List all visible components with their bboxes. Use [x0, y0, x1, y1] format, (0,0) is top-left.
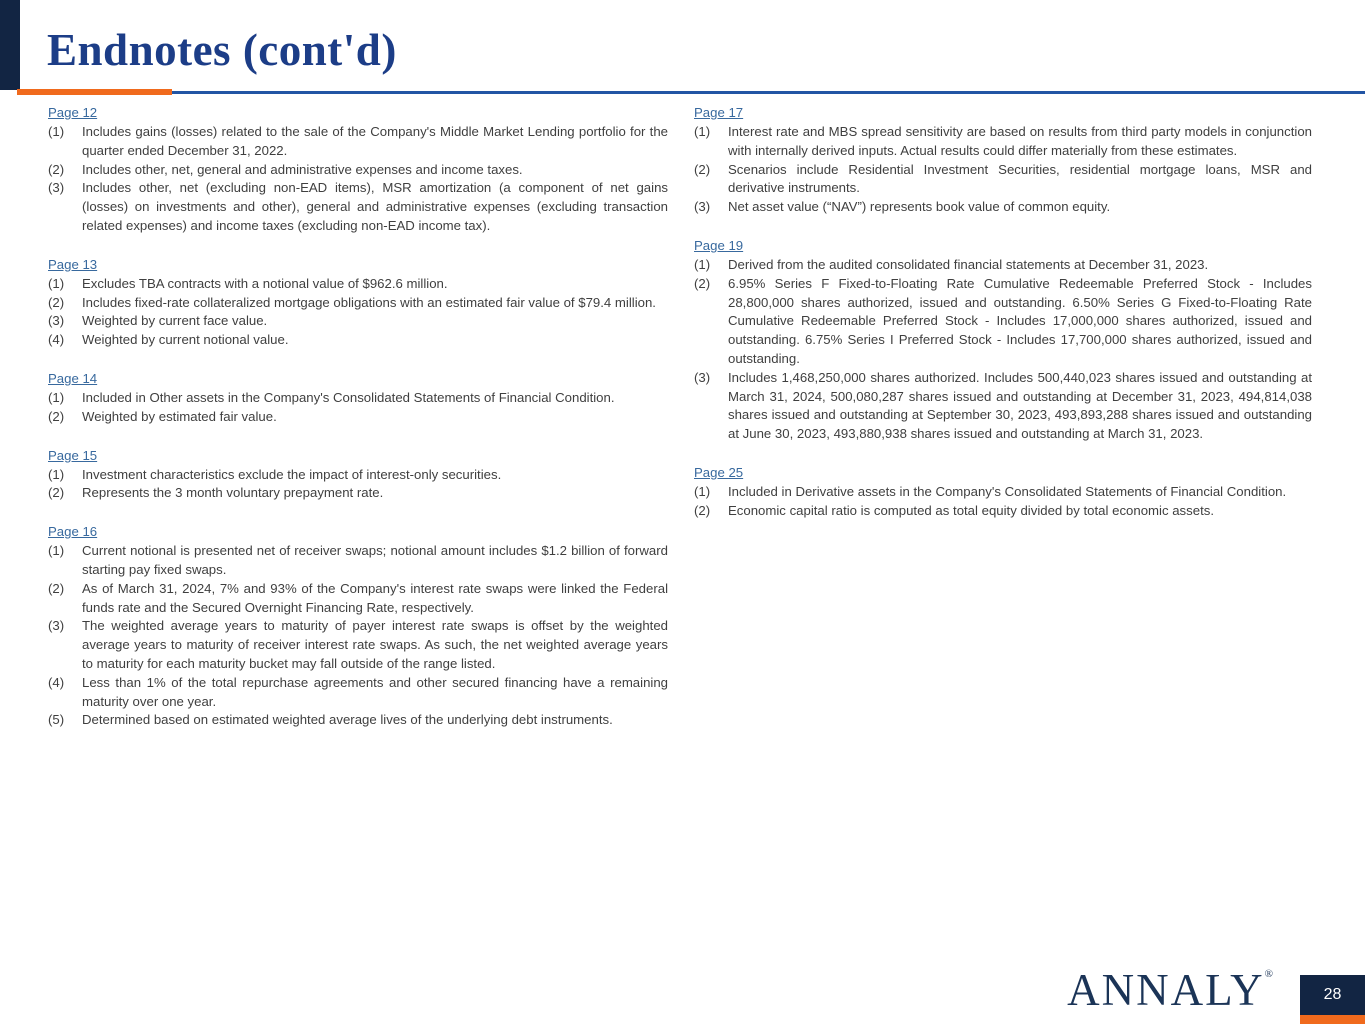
endnote-item	[694, 483, 1312, 502]
endnote-text: Includes other, net (excluding non-EAD items), MSR amortization (a component of net gains (losses) on investments and other), general and administrative expenses (excluding transaction related expenses) and income taxes (excluding non-EAD income tax).	[82, 180, 668, 233]
endnote-text: Represents the 3 month voluntary prepayment rate.	[82, 485, 384, 501]
page-number: 28	[1323, 986, 1342, 1003]
endnote-item	[694, 161, 1312, 199]
endnote-text: Includes other, net, general and administrative expenses and income taxes.	[82, 161, 523, 177]
endnote-item	[694, 198, 1312, 217]
endnote-text: Interest rate and MBS spread sensitivity are based on results from third party models in conjunction with internally derived inputs. Actual results could differ materially from these estimates.	[728, 124, 1312, 158]
endnote-number: (2)	[694, 275, 711, 291]
endnote-item	[48, 674, 668, 712]
page-number-accent-bar	[1300, 1015, 1365, 1024]
endnote-text: Includes 1,468,250,000 shares authorized. Includes 500,440,023 shares issued and outstanding at March 31, 2024, 500,080,287 shares issued and outstanding at December 31, 2023, 494,814,038 shares issued and outstanding at September 30, 2023, 493,893,288 shares issued and outstanding at June 30, 2023, 493,880,938 shares issued and outstanding at March 31, 2023.	[728, 369, 1312, 442]
endnote-item	[694, 502, 1312, 521]
page-link-page-16[interactable]: Page 16	[48, 524, 98, 540]
endnote-number: (2)	[694, 502, 711, 518]
page-link-page-19[interactable]: Page 19	[694, 237, 744, 253]
endnote-number: (2)	[48, 294, 65, 310]
endnote-number: (3)	[48, 180, 65, 196]
endnote-text: Economic capital ratio is computed as total equity divided by total economic assets.	[728, 502, 1214, 518]
endnote-text: Includes gains (losses) related to the sale of the Company's Middle Market Lending portfolio for the quarter ended December 31, 2022.	[82, 124, 668, 158]
endnote-text: Weighted by current face value.	[82, 313, 268, 329]
endnote-text: Less than 1% of the total repurchase agreements and other secured financing have a remaining maturity over one year.	[82, 674, 668, 709]
endnote-number: (5)	[48, 712, 65, 728]
endnote-number: (2)	[694, 161, 711, 177]
endnote-text: Includes fixed-rate collateralized mortgage obligations with an estimated fair value of $79.4 million.	[82, 294, 656, 310]
endnote-item	[48, 408, 668, 427]
endnote-number: (3)	[48, 313, 65, 329]
endnote-section-page-13	[48, 255, 668, 350]
endnotes-column-left	[48, 103, 668, 749]
endnote-number: (3)	[48, 618, 65, 634]
endnote-number: (1)	[48, 124, 65, 139]
endnote-item	[694, 256, 1312, 275]
endnote-section-page-17	[694, 103, 1312, 217]
endnote-number: (3)	[694, 369, 711, 385]
endnote-text: Weighted by current notional value.	[82, 332, 289, 348]
endnote-item	[48, 484, 668, 503]
endnote-number: (3)	[694, 199, 711, 215]
registered-trademark-mark: ®	[1264, 968, 1273, 980]
page-link-page-25[interactable]: Page 25	[694, 464, 744, 480]
page-number-box	[1300, 975, 1365, 1015]
endnote-text: Included in Derivative assets in the Company's Consolidated Statements of Financial Condition.	[728, 483, 1287, 499]
endnote-text: Included in Other assets in the Company's Consolidated Statements of Financial Condition.	[82, 389, 615, 405]
endnote-number: (1)	[48, 543, 65, 559]
endnote-number: (4)	[48, 332, 65, 348]
endnote-item	[694, 123, 1312, 161]
endnotes-body	[48, 103, 1312, 749]
endnote-text: Net asset value (“NAV”) represents book value of common equity.	[728, 199, 1111, 215]
endnote-text: Weighted by estimated fair value.	[82, 408, 277, 424]
endnote-section-page-14	[48, 369, 668, 427]
endnote-item	[48, 161, 668, 180]
endnote-item	[48, 331, 668, 350]
endnote-item	[48, 389, 668, 408]
endnote-number: (2)	[48, 580, 65, 596]
endnote-number: (1)	[694, 256, 711, 272]
header-rule-orange	[17, 89, 172, 95]
endnote-section-page-12	[48, 103, 668, 236]
endnote-item	[48, 466, 668, 485]
endnote-item	[694, 369, 1312, 444]
endnote-number: (1)	[48, 389, 65, 405]
endnote-number: (1)	[694, 124, 711, 139]
endnote-section-page-16	[48, 522, 668, 730]
endnote-number: (1)	[48, 466, 65, 482]
endnote-section-page-15	[48, 446, 668, 504]
endnote-section-page-25	[694, 463, 1312, 521]
endnote-number: (4)	[48, 674, 65, 690]
annaly-logo	[1067, 952, 1273, 1013]
endnote-number: (2)	[48, 161, 65, 177]
endnotes-column-right	[694, 103, 1312, 749]
endnote-item	[48, 275, 668, 294]
endnote-number: (2)	[48, 408, 65, 424]
endnote-section-page-19	[694, 236, 1312, 444]
page-link-page-12[interactable]: Page 12	[48, 105, 98, 120]
endnote-text: The weighted average years to maturity of payer interest rate swaps is offset by the weighted average years to maturity of receiver interest rate swaps. As such, the net weighted average years to maturity for each maturity bucket may fall outside of the range listed.	[82, 618, 668, 671]
endnote-text: Determined based on estimated weighted average lives of the underlying debt instruments.	[82, 712, 613, 728]
endnote-text: Derived from the audited consolidated financial statements at December 31, 2023.	[728, 256, 1209, 272]
endnote-item	[48, 312, 668, 331]
endnote-item	[48, 711, 668, 730]
annaly-logo-text: ANNALY	[1067, 965, 1265, 1015]
endnote-item	[694, 275, 1312, 369]
header-rule-blue	[172, 91, 1365, 94]
page-title: Endnotes (cont'd)	[47, 25, 397, 75]
endnote-item	[48, 123, 668, 161]
endnote-text: 6.95% Series F Fixed-to-Floating Rate Cumulative Redeemable Preferred Stock - Includes 28,800,000 shares authorized, issued and outstanding. 6.50% Series G Fixed-to-Floating Rate Cumulative Redeemable Preferred Stock - Includes 17,000,000 shares authorized, issued and outstanding. 6.75% Series I Preferred Stock - Includes 17,700,000 shares authorized, issued and outstanding.	[728, 275, 1312, 366]
endnote-item	[48, 580, 668, 618]
endnote-number: (2)	[48, 485, 65, 501]
endnote-item	[48, 179, 668, 235]
endnote-item	[48, 294, 668, 313]
page-link-page-14[interactable]: Page 14	[48, 370, 98, 386]
endnote-text: As of March 31, 2024, 7% and 93% of the Company's interest rate swaps were linked the Federal funds rate and the Secured Overnight Financing Rate, respectively.	[82, 580, 668, 615]
endnote-item	[48, 617, 668, 673]
endnote-text: Current notional is presented net of receiver swaps; notional amount includes $1.2 billion of forward starting pay fixed swaps.	[82, 543, 668, 577]
endnote-text: Investment characteristics exclude the impact of interest-only securities.	[82, 466, 502, 482]
header-accent-bar	[0, 0, 20, 90]
page-link-page-13[interactable]: Page 13	[48, 256, 98, 272]
endnote-item	[48, 542, 668, 580]
endnote-text: Excludes TBA contracts with a notional value of $962.6 million.	[82, 275, 448, 291]
endnote-number: (1)	[694, 483, 711, 499]
page-link-page-17[interactable]: Page 17	[694, 105, 744, 120]
page-link-page-15[interactable]: Page 15	[48, 447, 98, 463]
endnote-text: Scenarios include Residential Investment Securities, residential mortgage loans, MSR and derivative instruments.	[728, 161, 1312, 196]
endnote-number: (1)	[48, 275, 65, 291]
